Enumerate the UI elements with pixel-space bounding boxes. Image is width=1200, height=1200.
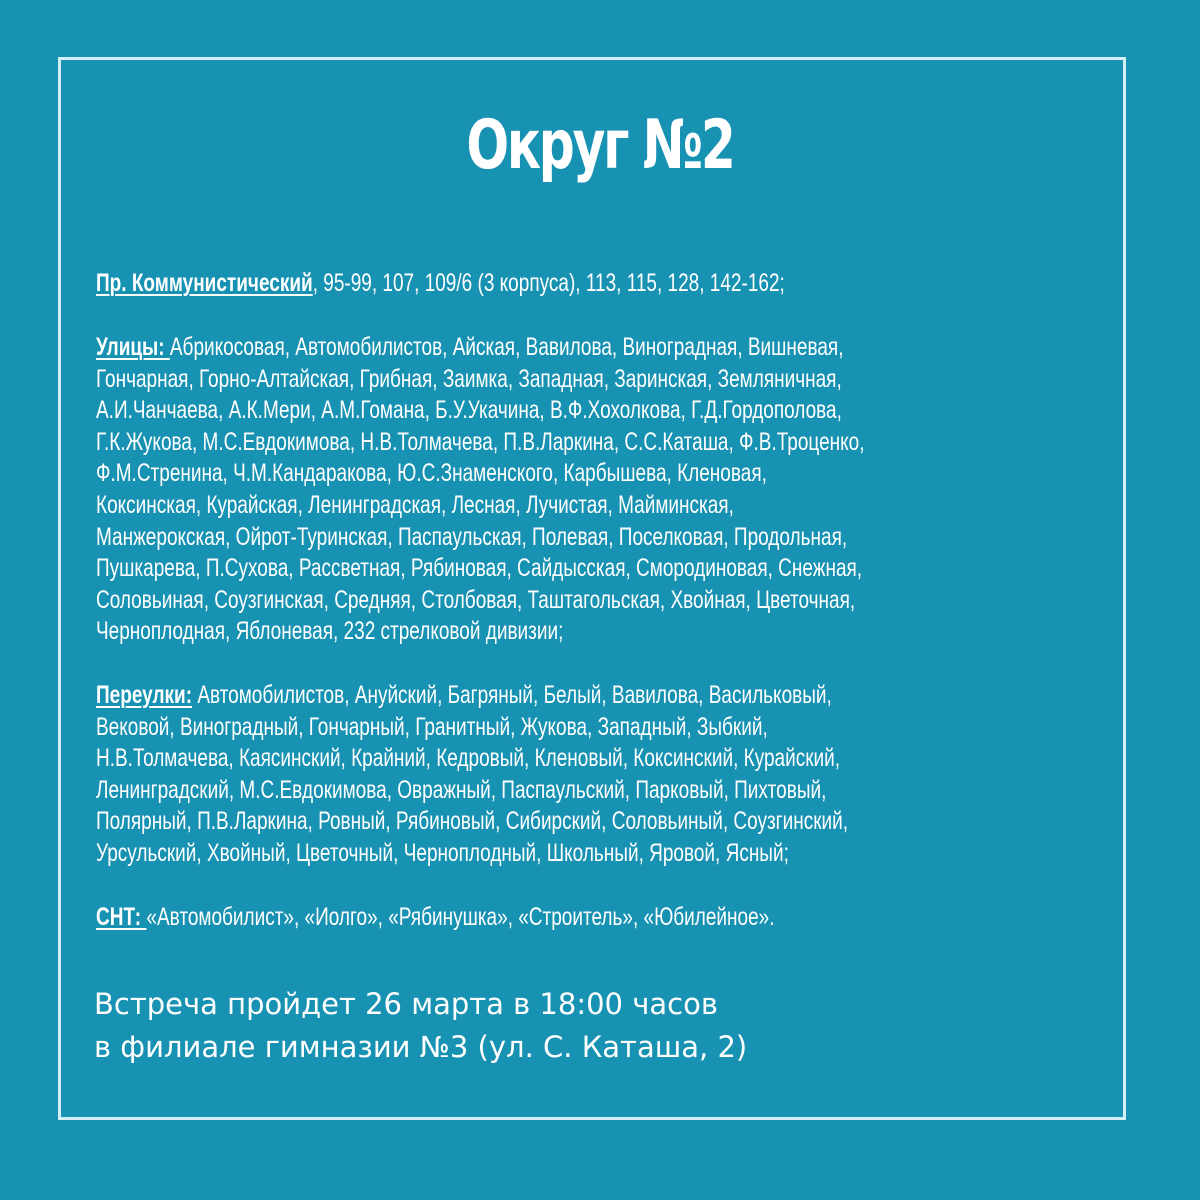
lanes-line: Ленинградский, М.С.Евдокимова, Овражный, Паспаульский, Парковый, Пихтовый, <box>96 775 827 804</box>
streets-line: Соловьиная, Соузгинская, Средняя, Столбовая, Таштагольская, Хвойная, Цветочная, <box>96 585 856 614</box>
snt-text: «Автомобилист», «Иолго», «Рябинушка», «Строитель», «Юбилейное». <box>146 903 775 931</box>
streets-line: А.И.Чанчаева, А.К.Мери, А.М.Гомана, Б.У.Укачина, В.Ф.Хохолкова, Г.Д.Гордополова, <box>96 396 842 425</box>
streets-text: Абрикосовая, Автомобилистов, Айская, Вавилова, Виноградная, Вишневая, <box>169 333 844 361</box>
avenue-houses: , 95-99, 107, 109/6 (3 корпуса), 113, 115, 128, 142-162; <box>312 269 785 297</box>
lanes-line: Вековой, Виноградный, Гончарный, Гранитный, Жукова, Западный, Зыбкий, <box>96 712 768 741</box>
page-title: Округ №2 <box>466 106 734 185</box>
streets-line: Г.К.Жукова, М.С.Евдокимова, Н.В.Толмачева, П.В.Ларкина, С.С.Каташа, Ф.В.Троценко, <box>96 427 865 456</box>
snt-block <box>96 902 1107 934</box>
streets-label: Улицы: <box>96 333 170 361</box>
lanes-line <box>96 680 1107 712</box>
snt-label: СНТ: <box>96 903 147 931</box>
meeting-time: Встреча пройдет 26 марта в 18:00 часов <box>94 987 718 1021</box>
avenue-line <box>96 268 1107 300</box>
snt-line <box>96 902 1107 934</box>
streets-block <box>96 332 1107 648</box>
streets-line: Манжерокская, Ойрот-Туринская, Паспаульская, Полевая, Поселковая, Продольная, <box>96 522 848 551</box>
meeting-info <box>94 983 747 1069</box>
lanes-line: Урсульский, Хвойный, Цветочный, Черноплодный, Школьный, Яровой, Ясный; <box>96 838 789 867</box>
meeting-place: в филиале гимназии №3 (ул. С. Каташа, 2) <box>94 1030 748 1064</box>
avenue-block <box>96 268 1107 300</box>
lanes-line: Полярный, П.В.Ларкина, Ровный, Рябиновый, Сибирский, Соловьиный, Соузгинский, <box>96 807 849 836</box>
lanes-block <box>96 680 1107 870</box>
lanes-label: Переулки: <box>96 681 193 709</box>
streets-line: Черноплодная, Яблоневая, 232 стрелковой дивизии; <box>96 617 564 646</box>
lanes-line: Н.В.Толмачева, Каясинский, Крайний, Кедровый, Кленовый, Коксинский, Курайский, <box>96 744 841 773</box>
lanes-text: Автомобилистов, Ануйский, Багряный, Белый, Вавилова, Васильковый, <box>192 681 832 709</box>
streets-line: Гончарная, Горно-Алтайская, Грибная, Заимка, Западная, Заринская, Земляничная, <box>96 364 842 393</box>
avenue-label: Пр. Коммунистический <box>96 269 313 297</box>
streets-line: Ф.М.Стренина, Ч.М.Кандаракова, Ю.С.Знаменского, Карбышева, Кленовая, <box>96 459 767 488</box>
streets-line: Пушкарева, П.Сухова, Рассветная, Рябиновая, Сайдысская, Смородиновая, Снежная, <box>96 554 863 583</box>
streets-line <box>96 332 1107 364</box>
streets-line: Коксинская, Курайская, Ленинградская, Лесная, Лучистая, Майминская, <box>96 490 734 519</box>
